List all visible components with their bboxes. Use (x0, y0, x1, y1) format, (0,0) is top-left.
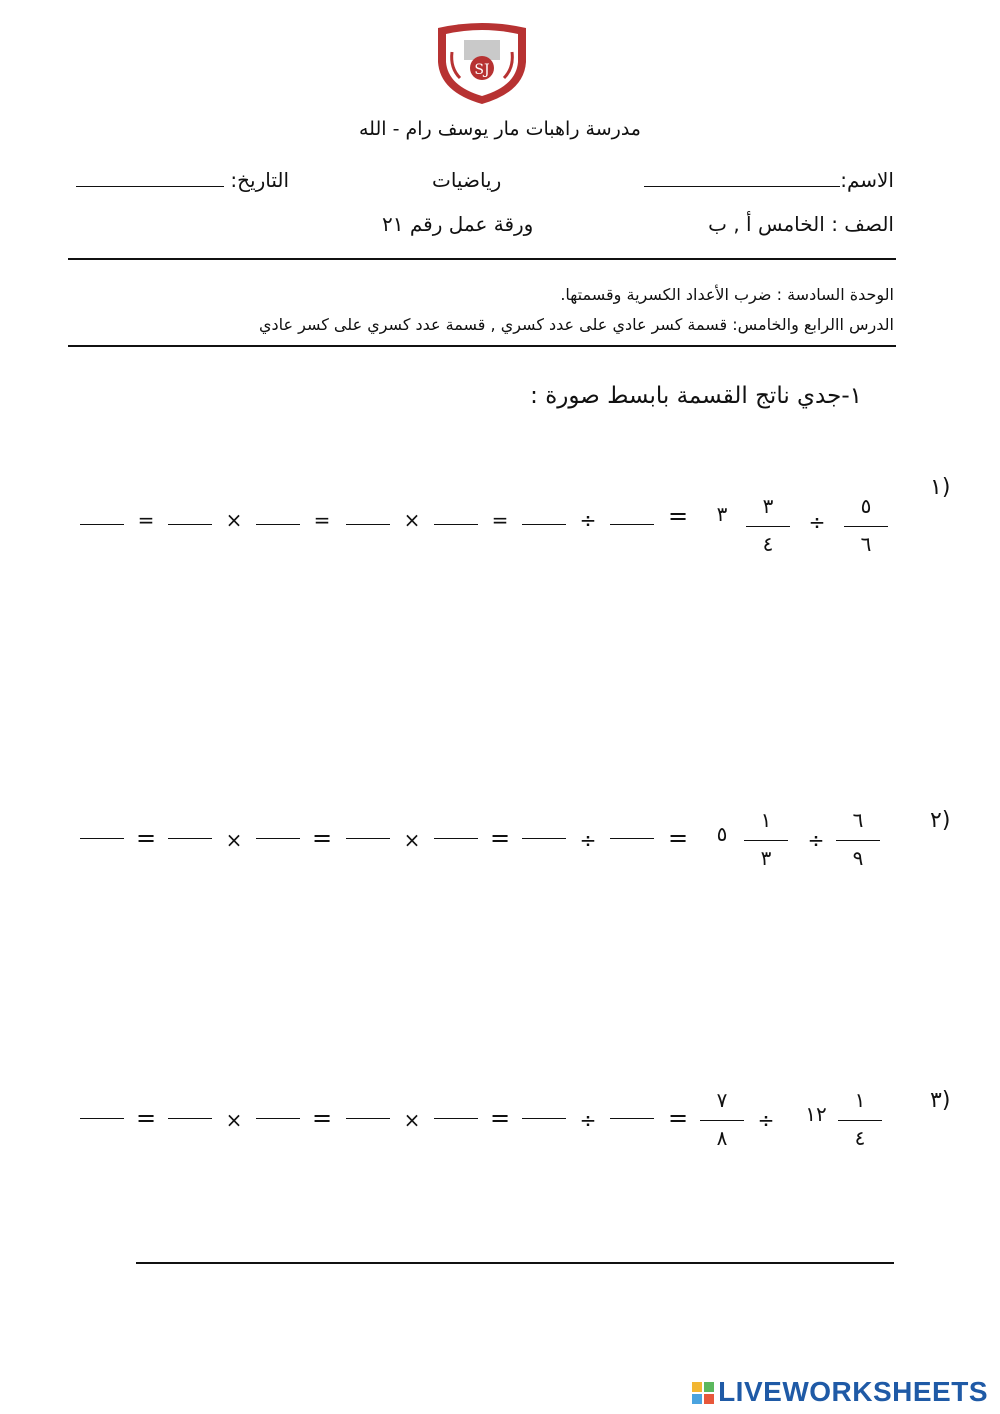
footer-divider (136, 1262, 894, 1264)
numerator: ٧ (716, 1088, 728, 1112)
answer-blank[interactable] (434, 1118, 478, 1119)
name-blank[interactable] (644, 168, 840, 187)
numerator: ١ (854, 1088, 866, 1112)
divide-sign: ÷ (808, 510, 826, 534)
date-blank[interactable] (76, 168, 224, 187)
answer-blank[interactable] (168, 524, 212, 525)
divide-sign: ÷ (579, 1108, 597, 1132)
answer-blank[interactable] (346, 838, 390, 839)
denominator: ٤ (762, 532, 774, 556)
multiply-sign: × (225, 828, 243, 852)
whole-number: ٥ (716, 822, 728, 846)
equals-sign: = (491, 508, 509, 532)
problem-2-label: ٢) (930, 808, 951, 833)
fraction-bar (844, 526, 888, 527)
multiply-sign: × (403, 828, 421, 852)
equals-sign: = (311, 1104, 333, 1132)
numerator: ٣ (762, 494, 774, 518)
liveworksheets-brand[interactable] (692, 1376, 988, 1408)
equals-sign: = (135, 1104, 157, 1132)
header-divider (68, 258, 896, 260)
equals-sign: = (667, 502, 689, 530)
liveworksheets-icon (692, 1382, 714, 1404)
answer-blank[interactable] (522, 838, 566, 839)
answer-blank[interactable] (522, 524, 566, 525)
denominator: ٦ (860, 532, 872, 556)
equals-sign: = (489, 824, 511, 852)
fraction-bar (744, 840, 788, 841)
equals-sign: = (137, 508, 155, 532)
equals-sign: = (311, 824, 333, 852)
equals-sign: = (135, 824, 157, 852)
answer-blank[interactable] (434, 524, 478, 525)
answer-blank[interactable] (256, 838, 300, 839)
numerator: ٥ (860, 494, 872, 518)
fraction-bar (746, 526, 790, 527)
fraction-bar (836, 840, 880, 841)
fraction-bar (838, 1120, 882, 1121)
subject-label: رياضيات (432, 168, 502, 192)
divide-sign: ÷ (757, 1108, 775, 1132)
multiply-sign: × (403, 508, 421, 532)
whole-number: ١٢ (805, 1102, 827, 1126)
denominator: ٨ (716, 1126, 728, 1150)
school-crest-logo (430, 22, 534, 106)
fraction-bar (700, 1120, 744, 1121)
school-name: مدرسة راهبات مار يوسف رام - الله (358, 118, 641, 140)
answer-blank[interactable] (168, 1118, 212, 1119)
multiply-sign: × (403, 1108, 421, 1132)
answer-blank[interactable] (610, 838, 654, 839)
numerator: ٦ (852, 808, 864, 832)
answer-blank[interactable] (346, 1118, 390, 1119)
answer-blank[interactable] (256, 1118, 300, 1119)
denominator: ٣ (760, 846, 772, 870)
answer-blank[interactable] (610, 1118, 654, 1119)
whole-number: ٣ (716, 502, 728, 526)
denominator: ٩ (852, 846, 864, 870)
equals-sign: = (313, 508, 331, 532)
date-line (76, 168, 289, 192)
answer-blank[interactable] (80, 524, 124, 525)
answer-blank[interactable] (256, 524, 300, 525)
liveworksheets-label: LIVEWORKSHEETS (718, 1376, 988, 1407)
info-divider (68, 345, 896, 347)
name-label: الاسم: (840, 168, 894, 192)
unit-title: الوحدة السادسة : ضرب الأعداد الكسرية وقسمتها. (560, 285, 894, 304)
answer-blank[interactable] (610, 524, 654, 525)
denominator: ٤ (854, 1126, 866, 1150)
problem-1-label: ١) (930, 475, 951, 500)
answer-blank[interactable] (522, 1118, 566, 1119)
answer-blank[interactable] (346, 524, 390, 525)
multiply-sign: × (225, 1108, 243, 1132)
lesson-title: الدرس االرابع والخامس: قسمة كسر عادي على عدد كسري , قسمة عدد كسري على كسر عادي (258, 315, 894, 334)
answer-blank[interactable] (434, 838, 478, 839)
class-label: الصف : الخامس أ , ب (708, 212, 894, 236)
svg-text:SJ: SJ (474, 62, 490, 78)
problem-3-label: ٣) (930, 1088, 951, 1113)
date-label: التاريخ: (230, 168, 290, 192)
answer-blank[interactable] (80, 838, 124, 839)
divide-sign: ÷ (579, 508, 597, 532)
problem-3-row (70, 1076, 880, 1166)
answer-blank[interactable] (168, 838, 212, 839)
question-title: ١-جدي ناتج القسمة بابسط صورة : (530, 383, 862, 409)
worksheet-number: ورقة عمل رقم ٢١ (382, 212, 534, 236)
equals-sign: = (667, 1104, 689, 1132)
equals-sign: = (489, 1104, 511, 1132)
multiply-sign: × (225, 508, 243, 532)
problem-2-row (70, 796, 880, 886)
divide-sign: ÷ (807, 828, 825, 852)
divide-sign: ÷ (579, 828, 597, 852)
equals-sign: = (667, 824, 689, 852)
problem-1-row (70, 480, 880, 570)
numerator: ١ (760, 808, 772, 832)
answer-blank[interactable] (80, 1118, 124, 1119)
name-line (644, 168, 894, 192)
